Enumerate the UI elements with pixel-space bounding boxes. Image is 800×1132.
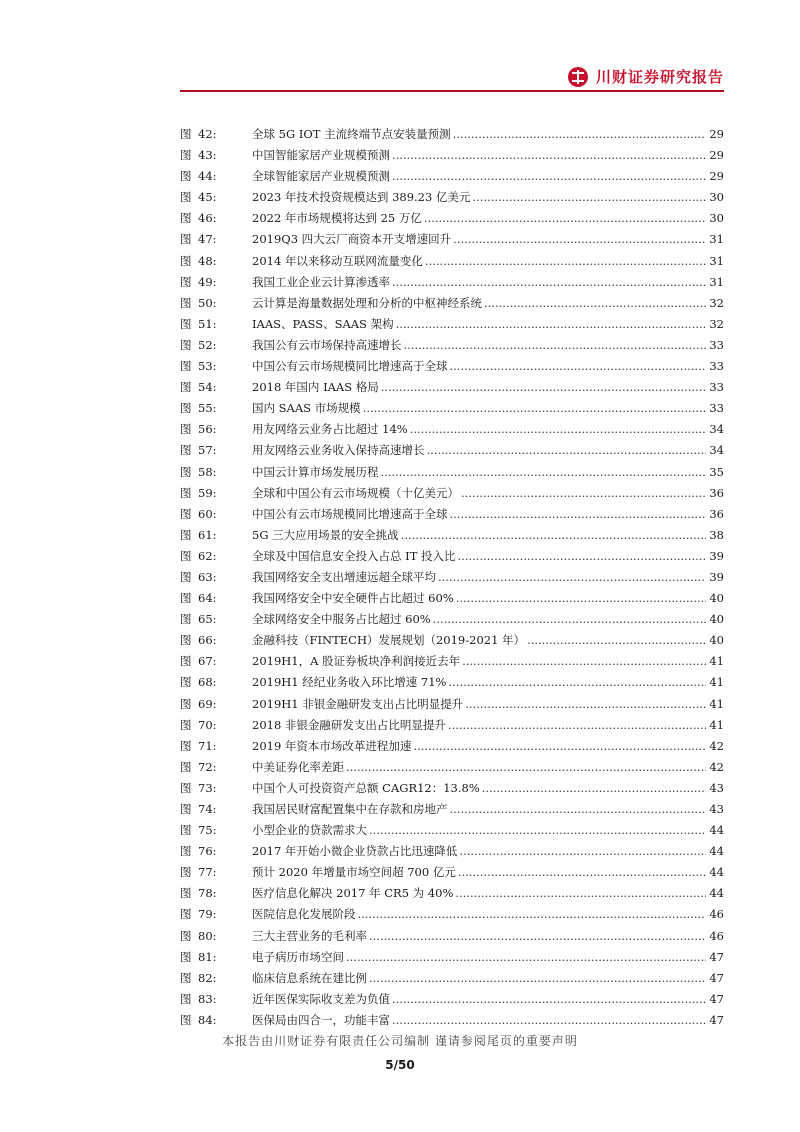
toc-entry[interactable] — [180, 208, 724, 229]
toc-figure-title: 医保局由四合一，功能丰富 — [252, 1012, 390, 1027]
toc-entry[interactable] — [180, 715, 724, 736]
toc-figure-title: 中国智能家居产业规模预测 — [252, 148, 390, 163]
toc-leader-dots — [450, 504, 707, 525]
toc-figure-title: 2022 年市场规模将达到 25 万亿 — [252, 211, 422, 226]
toc-figure-title: 中国公有云市场规模同比增速高于全球 — [252, 506, 448, 521]
toc-entry[interactable] — [180, 904, 724, 925]
toc-figure-title: 中国个人可投资资产总额 CAGR12：13.8% — [252, 780, 480, 795]
toc-page-number: 42 — [709, 759, 724, 774]
toc-figure-title: 医院信息化发展阶段 — [252, 907, 356, 922]
toc-figure-number: 46: — [198, 211, 217, 226]
toc-leader-dots — [396, 314, 706, 335]
toc-prefix: 图 — [180, 274, 192, 289]
toc-prefix: 图 — [180, 991, 192, 1006]
toc-leader-dots — [455, 883, 706, 904]
toc-prefix: 图 — [180, 127, 192, 141]
toc-figure-title: 2014 年以来移动互联网流量变化 — [252, 253, 423, 268]
toc-leader-dots — [453, 229, 706, 250]
toc-figure-title: 电子病历市场空间 — [252, 949, 344, 964]
toc-leader-dots — [424, 208, 706, 229]
toc-leader-dots — [392, 989, 706, 1010]
toc-figure-title: 云计算是海量数据处理和分析的中枢神经系统 — [252, 295, 482, 310]
toc-page-number: 46 — [709, 928, 724, 943]
toc-figure-title: 全球及中国信息安全投入占总 IT 投入比 — [252, 548, 456, 563]
company-logo-icon — [568, 67, 588, 87]
toc-page-number: 31 — [709, 253, 724, 268]
toc-entry[interactable] — [180, 419, 724, 440]
toc-figure-title: 2018 非银金融研发支出占比明显提升 — [252, 717, 446, 732]
toc-entry[interactable] — [180, 124, 724, 145]
toc-figure-title: 中国云计算市场发展历程 — [252, 464, 379, 479]
toc-page-number: 40 — [709, 633, 724, 648]
toc-figure-number: 79: — [198, 907, 217, 922]
toc-prefix: 图 — [180, 253, 192, 268]
toc-prefix: 图 — [180, 506, 192, 521]
toc-figure-number: 78: — [198, 886, 217, 901]
toc-entry[interactable] — [180, 546, 724, 567]
toc-page-number: 46 — [709, 907, 724, 922]
toc-figure-number: 62: — [198, 548, 217, 563]
toc-leader-dots — [392, 145, 706, 166]
toc-leader-dots — [392, 272, 706, 293]
toc-entry[interactable] — [180, 736, 724, 757]
toc-leader-dots — [450, 356, 707, 377]
toc-page-number: 44 — [709, 865, 724, 880]
toc-prefix: 图 — [180, 422, 192, 437]
toc-figure-number: 42: — [198, 127, 217, 141]
toc-prefix: 图 — [180, 844, 192, 859]
toc-entry[interactable] — [180, 335, 724, 356]
toc-leader-dots — [425, 251, 706, 272]
toc-figure-title: 小型企业的贷款需求大 — [252, 823, 367, 838]
toc-prefix: 图 — [180, 738, 192, 753]
toc-leader-dots — [392, 166, 706, 187]
toc-leader-dots — [448, 715, 706, 736]
toc-figure-number: 83: — [198, 991, 217, 1006]
toc-page-number: 41 — [709, 717, 724, 732]
toc-page-number: 31 — [709, 232, 724, 247]
toc-figure-title: 临床信息系统在建比例 — [252, 970, 367, 985]
toc-entry[interactable] — [180, 166, 724, 187]
toc-entry[interactable] — [180, 672, 724, 693]
toc-figure-title: 全球和中国公有云市场规模（十亿美元） — [252, 485, 459, 500]
toc-page-number: 39 — [709, 548, 724, 563]
toc-figure-number: 73: — [198, 780, 217, 795]
toc-entry[interactable] — [180, 229, 724, 250]
toc-prefix: 图 — [180, 696, 192, 711]
toc-page-number: 44 — [709, 844, 724, 859]
toc-leader-dots — [369, 820, 706, 841]
toc-page-number: 38 — [709, 527, 724, 542]
toc-prefix: 图 — [180, 190, 192, 205]
figure-index-list — [180, 124, 724, 1031]
toc-prefix: 图 — [180, 823, 192, 838]
toc-page-number: 34 — [709, 422, 724, 437]
toc-entry[interactable] — [180, 883, 724, 904]
toc-leader-dots — [472, 187, 706, 208]
toc-page-number: 34 — [709, 443, 724, 458]
toc-leader-dots — [527, 630, 706, 651]
toc-page-number: 30 — [709, 211, 724, 226]
toc-leader-dots — [456, 588, 706, 609]
toc-figure-number: 70: — [198, 717, 217, 732]
toc-figure-title: 我国工业企业云计算渗透率 — [252, 274, 390, 289]
toc-leader-dots — [381, 462, 707, 483]
toc-figure-number: 76: — [198, 844, 217, 859]
toc-page-number: 29 — [709, 127, 724, 141]
toc-prefix: 图 — [180, 907, 192, 922]
toc-figure-title: IAAS、PASS、SAAS 架构 — [252, 316, 394, 331]
toc-prefix: 图 — [180, 1012, 192, 1027]
toc-leader-dots — [465, 694, 706, 715]
toc-page-number: 43 — [709, 802, 724, 816]
toc-prefix: 图 — [180, 148, 192, 163]
toc-leader-dots — [458, 862, 706, 883]
toc-page-number: 32 — [709, 316, 724, 331]
toc-prefix: 图 — [180, 548, 192, 563]
toc-figure-number: 53: — [198, 359, 217, 374]
toc-entry[interactable] — [180, 926, 724, 947]
toc-entry[interactable] — [180, 694, 724, 715]
toc-figure-title: 我国公有云市场保持高速增长 — [252, 337, 402, 352]
toc-prefix: 图 — [180, 633, 192, 648]
toc-figure-number: 44: — [198, 169, 217, 184]
toc-figure-number: 51: — [198, 316, 217, 331]
toc-figure-number: 75: — [198, 823, 217, 838]
toc-page-number: 33 — [709, 337, 724, 352]
toc-leader-dots — [461, 483, 706, 504]
toc-entry[interactable] — [180, 462, 724, 483]
toc-leader-dots — [410, 419, 706, 440]
toc-entry[interactable] — [180, 314, 724, 335]
toc-figure-title: 2019H1 经纪业务收入环比增速 71% — [252, 675, 447, 690]
toc-leader-dots — [404, 335, 707, 356]
toc-leader-dots — [369, 968, 706, 989]
toc-entry[interactable] — [180, 609, 724, 630]
toc-page-number: 41 — [709, 654, 724, 669]
page-number: 5/50 — [385, 1058, 415, 1072]
toc-figure-number: 66: — [198, 633, 217, 648]
toc-figure-number: 61: — [198, 527, 217, 542]
toc-prefix: 图 — [180, 464, 192, 479]
toc-page-number: 47 — [709, 1012, 724, 1027]
toc-figure-number: 80: — [198, 928, 217, 943]
toc-prefix: 图 — [180, 485, 192, 500]
toc-page-number: 36 — [709, 485, 724, 500]
toc-leader-dots — [346, 947, 706, 968]
toc-leader-dots — [401, 525, 706, 546]
toc-entry[interactable] — [180, 187, 724, 208]
toc-entry[interactable] — [180, 947, 724, 968]
toc-leader-dots — [392, 1010, 706, 1031]
toc-prefix: 图 — [180, 295, 192, 310]
toc-figure-number: 43: — [198, 148, 217, 163]
toc-leader-dots — [453, 124, 706, 145]
toc-figure-title: 2019 年资本市场改革进程加速 — [252, 738, 412, 753]
toc-figure-number: 65: — [198, 612, 217, 627]
toc-entry[interactable] — [180, 862, 724, 883]
toc-page-number: 35 — [709, 464, 724, 479]
toc-figure-title: 预计 2020 年增量市场空间超 700 亿元 — [252, 865, 456, 880]
toc-entry[interactable] — [180, 525, 724, 546]
toc-entry[interactable] — [180, 651, 724, 672]
toc-figure-number: 82: — [198, 970, 217, 985]
toc-figure-number: 60: — [198, 506, 217, 521]
toc-figure-number: 47: — [198, 232, 217, 247]
toc-entry[interactable] — [180, 757, 724, 778]
toc-page-number: 47 — [709, 991, 724, 1006]
toc-prefix: 图 — [180, 675, 192, 690]
toc-figure-number: 45: — [198, 190, 217, 205]
toc-figure-number: 64: — [198, 591, 217, 606]
toc-leader-dots — [458, 546, 706, 567]
toc-page-number: 41 — [709, 696, 724, 711]
toc-leader-dots — [482, 778, 706, 799]
footer-disclaimer: 本报告由川财证券有限责任公司编制 谨请参阅尾页的重要声明 — [222, 1034, 578, 1048]
toc-figure-title: 2019Q3 四大云厂商资本开支增速回升 — [252, 232, 452, 247]
toc-figure-number: 59: — [198, 485, 217, 500]
toc-prefix: 图 — [180, 401, 192, 416]
toc-figure-number: 56: — [198, 422, 217, 437]
toc-figure-title: 全球 5G IOT 主流终端节点安装量预测 — [252, 127, 451, 141]
toc-entry[interactable] — [180, 989, 724, 1010]
toc-leader-dots — [484, 293, 706, 314]
toc-leader-dots — [427, 440, 707, 461]
toc-entry[interactable] — [180, 820, 724, 841]
toc-figure-title: 用友网络云业务占比超过 14% — [252, 422, 408, 437]
toc-prefix: 图 — [180, 886, 192, 901]
toc-figure-title: 2019H1，A 股证券板块净利润接近去年 — [252, 654, 461, 669]
toc-figure-number: 71: — [198, 738, 217, 753]
toc-leader-dots — [381, 377, 706, 398]
toc-figure-number: 77: — [198, 865, 217, 880]
toc-figure-number: 72: — [198, 759, 217, 774]
toc-figure-number: 69: — [198, 696, 217, 711]
toc-prefix: 图 — [180, 169, 192, 184]
toc-prefix: 图 — [180, 717, 192, 732]
toc-page-number: 41 — [709, 675, 724, 690]
toc-page-number: 43 — [709, 780, 724, 795]
toc-entry[interactable] — [180, 799, 724, 820]
toc-prefix: 图 — [180, 654, 192, 669]
toc-entry[interactable] — [180, 272, 724, 293]
toc-prefix: 图 — [180, 232, 192, 247]
toc-figure-title: 2017 年开始小微企业贷款占比迅速降低 — [252, 844, 458, 859]
toc-page-number: 40 — [709, 612, 724, 627]
toc-prefix: 图 — [180, 780, 192, 795]
toc-entry[interactable] — [180, 398, 724, 419]
toc-entry[interactable] — [180, 251, 724, 272]
brand — [568, 66, 724, 87]
toc-prefix: 图 — [180, 759, 192, 774]
toc-figure-title: 金融科技（FINTECH）发展规划（2019-2021 年） — [252, 633, 526, 648]
toc-figure-title: 近年医保实际收支差为负值 — [252, 991, 390, 1006]
toc-entry[interactable] — [180, 504, 724, 525]
toc-entry[interactable] — [180, 567, 724, 588]
toc-figure-number: 74: — [198, 802, 217, 816]
toc-figure-title: 我国居民财富配置集中在存款和房地产 — [252, 802, 448, 816]
toc-prefix: 图 — [180, 612, 192, 627]
toc-prefix: 图 — [180, 802, 192, 816]
page-header — [0, 0, 800, 92]
toc-figure-number: 55: — [198, 401, 217, 416]
toc-page-number: 36 — [709, 506, 724, 521]
toc-leader-dots — [369, 926, 706, 947]
toc-prefix: 图 — [180, 380, 192, 395]
toc-leader-dots — [462, 651, 706, 672]
toc-page-number: 44 — [709, 823, 724, 838]
toc-figure-number: 50: — [198, 295, 217, 310]
toc-figure-number: 58: — [198, 464, 217, 479]
toc-page-number: 30 — [709, 190, 724, 205]
toc-entry[interactable] — [180, 377, 724, 398]
toc-page-number: 47 — [709, 970, 724, 985]
toc-leader-dots — [346, 757, 706, 778]
toc-figure-number: 52: — [198, 337, 217, 352]
toc-entry[interactable] — [180, 356, 724, 377]
toc-figure-title: 用友网络云业务收入保持高速增长 — [252, 443, 425, 458]
brand-name: 川财证券研究报告 — [595, 68, 724, 86]
toc-prefix: 图 — [180, 949, 192, 964]
toc-figure-title: 中美证券化率差距 — [252, 759, 344, 774]
toc-figure-number: 67: — [198, 654, 217, 669]
toc-entry[interactable] — [180, 778, 724, 799]
toc-figure-number: 63: — [198, 569, 217, 584]
toc-figure-title: 国内 SAAS 市场规模 — [252, 401, 361, 416]
toc-leader-dots — [448, 672, 706, 693]
toc-figure-title: 全球智能家居产业规模预测 — [252, 169, 390, 184]
toc-figure-number: 49: — [198, 274, 217, 289]
toc-figure-number: 68: — [198, 675, 217, 690]
toc-page-number: 44 — [709, 886, 724, 901]
toc-page-number: 29 — [709, 148, 724, 163]
toc-page-number: 40 — [709, 591, 724, 606]
toc-entry[interactable] — [180, 440, 724, 461]
toc-prefix: 图 — [180, 359, 192, 374]
toc-entry[interactable] — [180, 483, 724, 504]
toc-prefix: 图 — [180, 569, 192, 584]
toc-figure-number: 81: — [198, 949, 217, 964]
toc-entry[interactable] — [180, 293, 724, 314]
toc-figure-number: 84: — [198, 1012, 217, 1027]
header-divider — [180, 90, 724, 92]
toc-page-number: 33 — [709, 359, 724, 374]
toc-entry[interactable] — [180, 968, 724, 989]
toc-page-number: 31 — [709, 274, 724, 289]
toc-figure-title: 三大主营业务的毛利率 — [252, 928, 367, 943]
toc-prefix: 图 — [180, 865, 192, 880]
toc-entry[interactable] — [180, 630, 724, 651]
toc-page-number: 33 — [709, 380, 724, 395]
toc-figure-title: 全球网络安全中服务占比超过 60% — [252, 612, 431, 627]
toc-prefix: 图 — [180, 591, 192, 606]
toc-prefix: 图 — [180, 211, 192, 226]
toc-leader-dots — [433, 609, 706, 630]
toc-prefix: 图 — [180, 316, 192, 331]
toc-leader-dots — [358, 904, 707, 925]
toc-figure-title: 中国公有云市场规模同比增速高于全球 — [252, 359, 448, 374]
toc-leader-dots — [413, 736, 706, 757]
toc-page-number: 47 — [709, 949, 724, 964]
toc-prefix: 图 — [180, 337, 192, 352]
toc-prefix: 图 — [180, 443, 192, 458]
toc-figure-title: 5G 三大应用场景的安全挑战 — [252, 527, 399, 542]
toc-entry[interactable] — [180, 1010, 724, 1031]
toc-page-number: 39 — [709, 569, 724, 584]
toc-leader-dots — [450, 799, 707, 820]
toc-figure-number: 48: — [198, 253, 217, 268]
toc-prefix: 图 — [180, 970, 192, 985]
toc-leader-dots — [363, 398, 706, 419]
toc-figure-title: 2018 年国内 IAAS 格局 — [252, 380, 379, 395]
toc-figure-number: 57: — [198, 443, 217, 458]
toc-page-number: 29 — [709, 169, 724, 184]
toc-prefix: 图 — [180, 928, 192, 943]
toc-entry[interactable] — [180, 841, 724, 862]
toc-figure-title: 我国网络安全中安全硬件占比超过 60% — [252, 591, 454, 606]
toc-figure-title: 医疗信息化解决 2017 年 CR5 为 40% — [252, 886, 454, 901]
toc-figure-number: 54: — [198, 380, 217, 395]
toc-figure-title: 2023 年技术投资规模达到 389.23 亿美元 — [252, 190, 471, 205]
toc-entry[interactable] — [180, 145, 724, 166]
toc-leader-dots — [438, 567, 706, 588]
toc-entry[interactable] — [180, 588, 724, 609]
toc-figure-title: 我国网络安全支出增速远超全球平均 — [252, 569, 436, 584]
toc-figure-title: 2019H1 非银金融研发支出占比明显提升 — [252, 696, 464, 711]
toc-prefix: 图 — [180, 527, 192, 542]
toc-page-number: 33 — [709, 401, 724, 416]
toc-page-number: 42 — [709, 738, 724, 753]
toc-leader-dots — [459, 841, 706, 862]
toc-page-number: 32 — [709, 295, 724, 310]
